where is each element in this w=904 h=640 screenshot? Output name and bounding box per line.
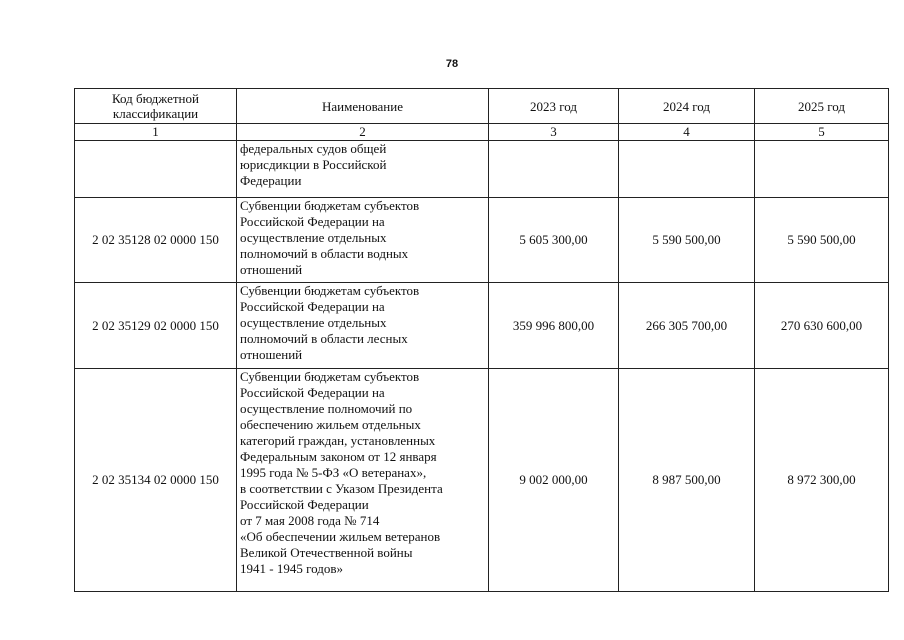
name-line: Субвенции бюджетам субъектов xyxy=(240,283,420,298)
table-row xyxy=(75,369,889,592)
column-number: 4 xyxy=(619,124,755,141)
column-number: 5 xyxy=(755,124,889,141)
name-line: категорий граждан, установленных xyxy=(240,433,436,448)
name-line: Федерации xyxy=(240,173,302,188)
name-line: полномочий в области лесных xyxy=(240,331,408,346)
code-cell: 2 02 35128 02 0000 150 xyxy=(75,198,237,283)
value-2023: 5 605 300,00 xyxy=(489,198,619,283)
value-2025 xyxy=(755,141,889,198)
table-row xyxy=(75,198,889,283)
column-number: 3 xyxy=(489,124,619,141)
name-line: федеральных судов общей xyxy=(240,141,387,156)
name-line: осуществление отдельных xyxy=(240,315,387,330)
name-line: Великой Отечественной войны xyxy=(240,545,413,560)
value-2025: 270 630 600,00 xyxy=(755,283,889,369)
name-line: обеспечению жильем отдельных xyxy=(240,417,421,432)
code-cell: 2 02 35134 02 0000 150 xyxy=(75,369,237,592)
name-line: Российской Федерации на xyxy=(240,214,385,229)
code-cell xyxy=(75,141,237,198)
value-2023: 359 996 800,00 xyxy=(489,283,619,369)
name-line: Субвенции бюджетам субъектов xyxy=(240,369,420,384)
value-2023 xyxy=(489,141,619,198)
name-line: Федеральным законом от 12 января xyxy=(240,449,437,464)
name-line: отношений xyxy=(240,262,303,277)
column-number-row xyxy=(75,124,889,141)
value-2024: 8 987 500,00 xyxy=(619,369,755,592)
table-header-row xyxy=(75,89,889,124)
budget-table xyxy=(74,88,889,592)
name-cell xyxy=(237,198,489,283)
name-line: Субвенции бюджетам субъектов xyxy=(240,198,420,213)
name-cell xyxy=(237,369,489,592)
header-name: Наименование xyxy=(237,89,489,124)
header-2025: 2025 год xyxy=(755,89,889,124)
name-cell xyxy=(237,283,489,369)
header-2024: 2024 год xyxy=(619,89,755,124)
name-line: отношений xyxy=(240,347,303,362)
value-2024: 5 590 500,00 xyxy=(619,198,755,283)
name-cell xyxy=(237,141,489,198)
table-row xyxy=(75,141,889,198)
name-line: 1941 - 1945 годов» xyxy=(240,561,343,576)
value-2024: 266 305 700,00 xyxy=(619,283,755,369)
name-line: в соответствии с Указом Президента xyxy=(240,481,443,496)
name-line: осуществление отдельных xyxy=(240,230,387,245)
name-line: от 7 мая 2008 года № 714 xyxy=(240,513,380,528)
table-row xyxy=(75,283,889,369)
name-line: осуществление полномочий по xyxy=(240,401,413,416)
page-number: 78 xyxy=(445,58,459,70)
value-2025: 5 590 500,00 xyxy=(755,198,889,283)
name-line: Российской Федерации xyxy=(240,497,369,512)
name-line: Российской Федерации на xyxy=(240,385,385,400)
value-2023: 9 002 000,00 xyxy=(489,369,619,592)
name-line: полномочий в области водных xyxy=(240,246,409,261)
column-number: 2 xyxy=(237,124,489,141)
value-2025: 8 972 300,00 xyxy=(755,369,889,592)
name-line: «Об обеспечении жильем ветеранов xyxy=(240,529,441,544)
name-line: Российской Федерации на xyxy=(240,299,385,314)
code-cell: 2 02 35129 02 0000 150 xyxy=(75,283,237,369)
column-number: 1 xyxy=(75,124,237,141)
header-code: Код бюджетной классификации xyxy=(75,89,237,124)
name-line: юрисдикции в Российской xyxy=(240,157,387,172)
name-line: 1995 года № 5-ФЗ «О ветеранах», xyxy=(240,465,427,480)
value-2024 xyxy=(619,141,755,198)
header-2023: 2023 год xyxy=(489,89,619,124)
